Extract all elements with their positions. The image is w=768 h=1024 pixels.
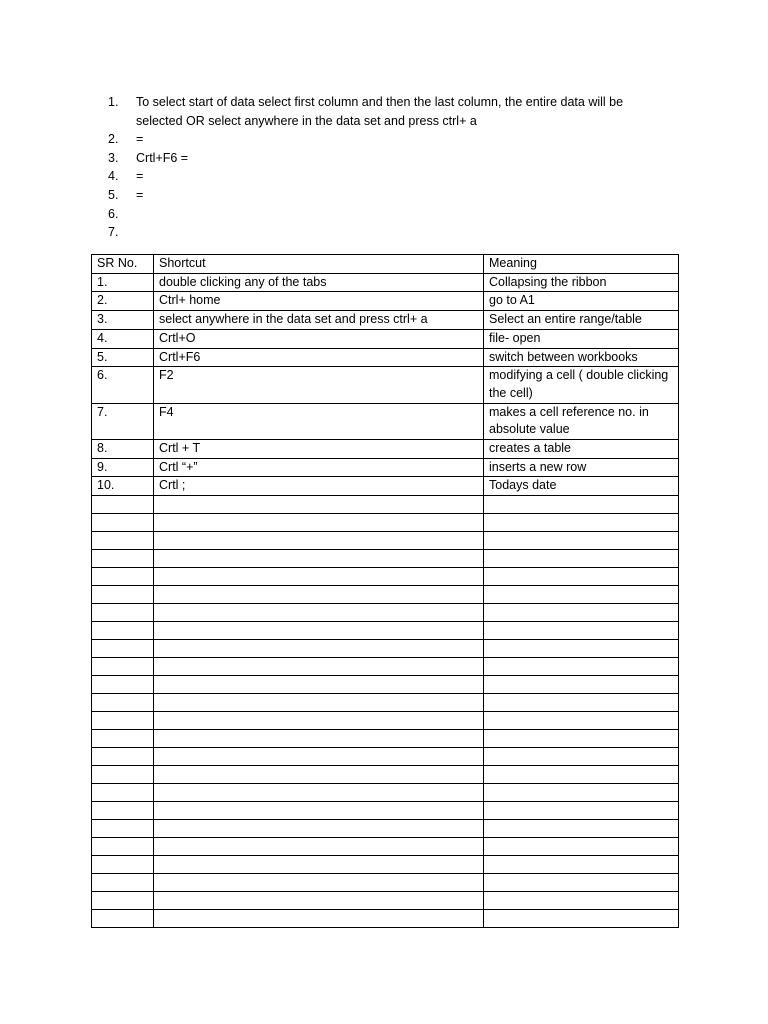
list-item — [108, 167, 668, 186]
empty-meaning-cell — [484, 550, 679, 568]
meaning-cell: inserts a new row — [484, 458, 679, 477]
table-header-row — [92, 255, 679, 274]
table-row — [92, 292, 679, 311]
empty-shortcut-cell — [154, 622, 484, 640]
empty-table-row — [92, 568, 679, 586]
list-item-text: = — [136, 187, 144, 202]
list-item-number: 2. — [108, 132, 119, 147]
empty-shortcut-cell — [154, 496, 484, 514]
empty-sr-no-cell — [92, 784, 154, 802]
empty-sr-no-cell — [92, 856, 154, 874]
empty-shortcut-cell — [154, 514, 484, 532]
empty-shortcut-cell — [154, 838, 484, 856]
empty-shortcut-cell — [154, 604, 484, 622]
shortcut-cell: Crtl ; — [154, 477, 484, 496]
empty-sr-no-cell — [92, 910, 154, 928]
list-item-text — [136, 205, 668, 224]
table-row — [92, 477, 679, 496]
list-item-number: 7. — [108, 225, 119, 240]
list-item — [108, 205, 668, 224]
sr-no-cell: 8. — [92, 440, 154, 459]
empty-sr-no-cell — [92, 802, 154, 820]
empty-sr-no-cell — [92, 712, 154, 730]
empty-table-row — [92, 640, 679, 658]
table-row — [92, 367, 679, 403]
empty-table-row — [92, 694, 679, 712]
table-row — [92, 329, 679, 348]
empty-table-row — [92, 874, 679, 892]
empty-table-row — [92, 658, 679, 676]
sr-no-cell: 6. — [92, 367, 154, 403]
sr-no-cell: 7. — [92, 403, 154, 439]
empty-table-row — [92, 532, 679, 550]
empty-sr-no-cell — [92, 550, 154, 568]
list-item — [108, 223, 668, 242]
empty-sr-no-cell — [92, 676, 154, 694]
empty-shortcut-cell — [154, 874, 484, 892]
meaning-cell: file- open — [484, 329, 679, 348]
shortcut-cell: select anywhere in the data set and press ctrl+ a — [154, 311, 484, 330]
empty-sr-no-cell — [92, 820, 154, 838]
empty-table-row — [92, 748, 679, 766]
empty-table-row — [92, 856, 679, 874]
meaning-cell: Select an entire range/table — [484, 311, 679, 330]
empty-table-row — [92, 676, 679, 694]
empty-table-row — [92, 910, 679, 928]
empty-table-row — [92, 838, 679, 856]
empty-shortcut-cell — [154, 712, 484, 730]
empty-meaning-cell — [484, 838, 679, 856]
empty-sr-no-cell — [92, 640, 154, 658]
shortcut-cell: Crtl+F6 — [154, 348, 484, 367]
empty-meaning-cell — [484, 856, 679, 874]
list-item-text: To select start of data select first column and then the last column, the entire data will be selected OR select anywhere in the data set and press ctrl+ a — [136, 95, 627, 128]
meaning-cell: switch between workbooks — [484, 348, 679, 367]
table-row — [92, 311, 679, 330]
empty-shortcut-cell — [154, 550, 484, 568]
empty-meaning-cell — [484, 694, 679, 712]
empty-meaning-cell — [484, 784, 679, 802]
list-item-text — [136, 223, 668, 242]
shortcut-table-body — [92, 255, 679, 928]
empty-meaning-cell — [484, 586, 679, 604]
shortcut-cell: F4 — [154, 403, 484, 439]
empty-table-row — [92, 496, 679, 514]
empty-shortcut-cell — [154, 586, 484, 604]
empty-shortcut-cell — [154, 568, 484, 586]
empty-shortcut-cell — [154, 784, 484, 802]
empty-meaning-cell — [484, 676, 679, 694]
empty-meaning-cell — [484, 748, 679, 766]
empty-table-row — [92, 586, 679, 604]
shortcut-cell: Crtl “+” — [154, 458, 484, 477]
empty-meaning-cell — [484, 496, 679, 514]
empty-sr-no-cell — [92, 586, 154, 604]
column-header-shortcut: Shortcut — [154, 255, 484, 274]
empty-table-row — [92, 604, 679, 622]
empty-sr-no-cell — [92, 568, 154, 586]
shortcut-cell: Crtl+O — [154, 329, 484, 348]
table-row — [92, 273, 679, 292]
sr-no-cell: 5. — [92, 348, 154, 367]
sr-no-cell: 1. — [92, 273, 154, 292]
empty-shortcut-cell — [154, 658, 484, 676]
sr-no-cell: 2. — [92, 292, 154, 311]
empty-shortcut-cell — [154, 730, 484, 748]
empty-sr-no-cell — [92, 730, 154, 748]
empty-sr-no-cell — [92, 514, 154, 532]
list-item-text: = — [136, 169, 144, 184]
empty-table-row — [92, 730, 679, 748]
column-header-meaning: Meaning — [484, 255, 679, 274]
meaning-cell: Todays date — [484, 477, 679, 496]
empty-table-row — [92, 514, 679, 532]
empty-meaning-cell — [484, 802, 679, 820]
sr-no-cell: 3. — [92, 311, 154, 330]
list-item — [108, 149, 668, 168]
list-item-number: 4. — [108, 169, 119, 184]
empty-sr-no-cell — [92, 748, 154, 766]
table-row — [92, 403, 679, 439]
empty-meaning-cell — [484, 622, 679, 640]
empty-sr-no-cell — [92, 766, 154, 784]
list-item-text: = — [136, 132, 144, 147]
empty-sr-no-cell — [92, 496, 154, 514]
sr-no-cell: 10. — [92, 477, 154, 496]
empty-shortcut-cell — [154, 820, 484, 838]
empty-meaning-cell — [484, 712, 679, 730]
empty-shortcut-cell — [154, 694, 484, 712]
empty-meaning-cell — [484, 532, 679, 550]
empty-table-row — [92, 784, 679, 802]
empty-sr-no-cell — [92, 658, 154, 676]
list-item-number: 6. — [108, 206, 119, 221]
empty-shortcut-cell — [154, 532, 484, 550]
sr-no-cell: 4. — [92, 329, 154, 348]
empty-sr-no-cell — [92, 532, 154, 550]
empty-table-row — [92, 550, 679, 568]
shortcut-cell: double clicking any of the tabs — [154, 273, 484, 292]
empty-table-row — [92, 820, 679, 838]
empty-meaning-cell — [484, 604, 679, 622]
empty-meaning-cell — [484, 568, 679, 586]
list-item-number: 3. — [108, 150, 119, 165]
empty-meaning-cell — [484, 766, 679, 784]
empty-meaning-cell — [484, 640, 679, 658]
table-row — [92, 440, 679, 459]
meaning-cell: creates a table — [484, 440, 679, 459]
list-item-number: 1. — [108, 95, 119, 109]
empty-sr-no-cell — [92, 838, 154, 856]
meaning-cell: makes a cell reference no. in absolute value — [484, 403, 679, 439]
list-item — [108, 186, 668, 205]
empty-meaning-cell — [484, 658, 679, 676]
empty-shortcut-cell — [154, 910, 484, 928]
empty-meaning-cell — [484, 874, 679, 892]
empty-meaning-cell — [484, 892, 679, 910]
empty-sr-no-cell — [92, 694, 154, 712]
empty-meaning-cell — [484, 514, 679, 532]
list-item — [108, 93, 668, 130]
empty-shortcut-cell — [154, 892, 484, 910]
empty-shortcut-cell — [154, 802, 484, 820]
empty-table-row — [92, 622, 679, 640]
empty-table-row — [92, 892, 679, 910]
meaning-cell: modifying a cell ( double clicking the cell) — [484, 367, 679, 403]
empty-shortcut-cell — [154, 766, 484, 784]
empty-sr-no-cell — [92, 874, 154, 892]
empty-shortcut-cell — [154, 856, 484, 874]
shortcut-cell: F2 — [154, 367, 484, 403]
empty-shortcut-cell — [154, 748, 484, 766]
list-item — [108, 130, 668, 149]
table-row — [92, 458, 679, 477]
empty-shortcut-cell — [154, 640, 484, 658]
shortcut-notes-list — [108, 93, 668, 242]
list-item-text: Crtl+F6 = — [136, 150, 189, 165]
shortcut-table — [91, 254, 679, 928]
empty-shortcut-cell — [154, 676, 484, 694]
empty-table-row — [92, 766, 679, 784]
empty-table-row — [92, 712, 679, 730]
empty-sr-no-cell — [92, 604, 154, 622]
sr-no-cell: 9. — [92, 458, 154, 477]
empty-meaning-cell — [484, 820, 679, 838]
empty-sr-no-cell — [92, 622, 154, 640]
empty-meaning-cell — [484, 730, 679, 748]
shortcut-cell: Ctrl+ home — [154, 292, 484, 311]
shortcut-cell: Crtl + T — [154, 440, 484, 459]
column-header-sr-no: SR No. — [92, 255, 154, 274]
table-row — [92, 348, 679, 367]
meaning-cell: Collapsing the ribbon — [484, 273, 679, 292]
empty-meaning-cell — [484, 910, 679, 928]
empty-table-row — [92, 802, 679, 820]
list-item-number: 5. — [108, 187, 119, 202]
empty-sr-no-cell — [92, 892, 154, 910]
meaning-cell: go to A1 — [484, 292, 679, 311]
